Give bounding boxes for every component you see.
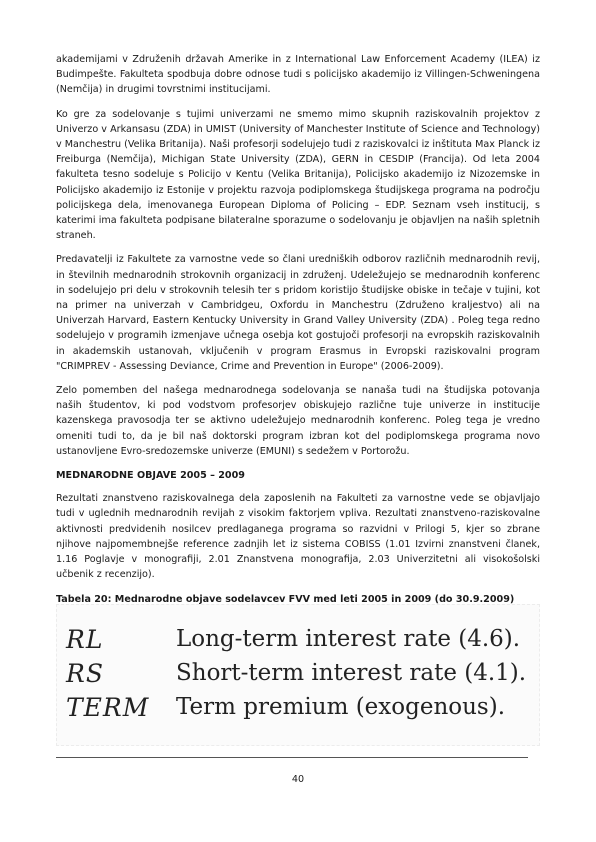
variable-description: Term premium (exogenous). (176, 694, 506, 720)
page-body (56, 52, 540, 607)
paragraph-publications: Rezultati znanstveno raziskovalnega dela zaposlenih na Fakulteti za varnostne vede se objavljajo tudi v uglednih mednarodnih revijah z visokim faktorjem vpliva. Rezultati znanstveno-raziskovalne aktivnosti predvidenih nosilcev predlaganega programa so razvidni v Prilogi 5, kjer so zbrane njihove najpomembnejše reference zadnjih let iz sistema COBISS (1.01 Izvirni znanstveni članek, 1.16 Poglavje v monografiji, 2.01 Znanstvena monografija, 2.03 Univerzitetni ali visokošolski učbenik z recenzijo). (56, 493, 540, 581)
table-row (66, 622, 526, 656)
variable-symbol: RS (66, 658, 104, 688)
variable-description: Short-term interest rate (4.1). (176, 660, 527, 686)
paragraph-lecturers: Predavatelji iz Fakultete za varnostne vede so člani uredniških odborov različnih mednarodnih revij, in številnih mednarodnih strokovnih organizacij in združenj. Udeležujejo se mednarodnih konferenc in sodelujejo pri delu v strokovnih telesih ter s pridom koristijo študijske obiske in tečaje v tujini, kot na primer na univerzah v Cambridgeu, Oxfordu in Manchestru (Združeno kraljestvo) ali na Univerzah Harvard, Eastern Kentucky University in Grand Valley University (ZDA) . Poleg tega redno sodelujejo v programih izmenjave učnega osebja kot gostujoči profesorji na evropskih raziskovalnih in akademskih ustanovah, vključenih v program Erasmus in Evropski raziskovalni program "CRIMPREV - Assessing Deviance, Crime and Prevention in Europe" (2006-2009). (56, 254, 540, 372)
page-number: 40 (291, 774, 305, 785)
variable-description: Long-term interest rate (4.6). (176, 626, 521, 652)
paragraph-foreign-universities: Ko gre za sodelovanje s tujimi univerzami ne smemo mimo skupnih raziskovalnih projektov z Univerzo v Arkansasu (ZDA) in UMIST (University of Manchester Institute of Science and Technology) v Manchestru (Velika Britanija). Naši profesorji sodelujejo tudi z raziskovalci iz inštituta Max Planck iz Freiburga (Nemčija), Michigan State University (ZDA), GERN in CESDIP (Francija). Od leta 2004 fakulteta tesno sodeluje s Policijo v Kentu (Velika Britanija), Policijsko akademijo iz Nizozemske in Policijsko akademijo iz Estonije v projektu razvoja podiplomskega študijskega programa na področju policijskega dela, imenovanega European Diploma of Policing – EDP. Seznam vseh institucij, s katerimi ima fakulteta podpisane bilateralne sporazume o sodelovanju je objavljen na naših spletnih straneh. (56, 108, 540, 242)
table-row (66, 690, 526, 724)
table-row (66, 656, 526, 690)
variable-symbol: RL (66, 624, 104, 654)
section-heading: MEDNARODNE OBJAVE 2005 – 2009 (56, 470, 245, 482)
footer-divider (56, 757, 528, 758)
variables-table (66, 622, 526, 724)
table-caption: Tabela 20: Mednarodne objave sodelavcev FVV med leti 2005 in 2009 (do 30.9.2009) (56, 593, 515, 605)
paragraph-study-trips: Zelo pomemben del našega mednarodnega sodelovanja se nanaša tudi na študijska potovanja naših študentov, ki pod vodstvom profesorjev obiskujejo različne tuje univerze in institucije kazenskega pravosodja ter se aktivno udeležujejo mednarodnih konferenc. Poleg tega je vredno omeniti tudi to, da je bil naš doktorski program izbran kot del podiplomskega programa novo ustanovljene Evro-sredozemske univerze (EMUNI) s sedežem v Portorožu. (56, 385, 540, 457)
paragraph-collaboration-intro: akademijami v Združenih državah Amerike in z International Law Enforcement Academy (ILEA) iz Budimpešte. Fakulteta spodbuja dobre odnose tudi s policijsko akademijo iz Villingen-Schweningena (Nemčija) in drugimi tovrstnimi institucijami. (56, 54, 540, 96)
variable-symbol: TERM (66, 692, 150, 722)
